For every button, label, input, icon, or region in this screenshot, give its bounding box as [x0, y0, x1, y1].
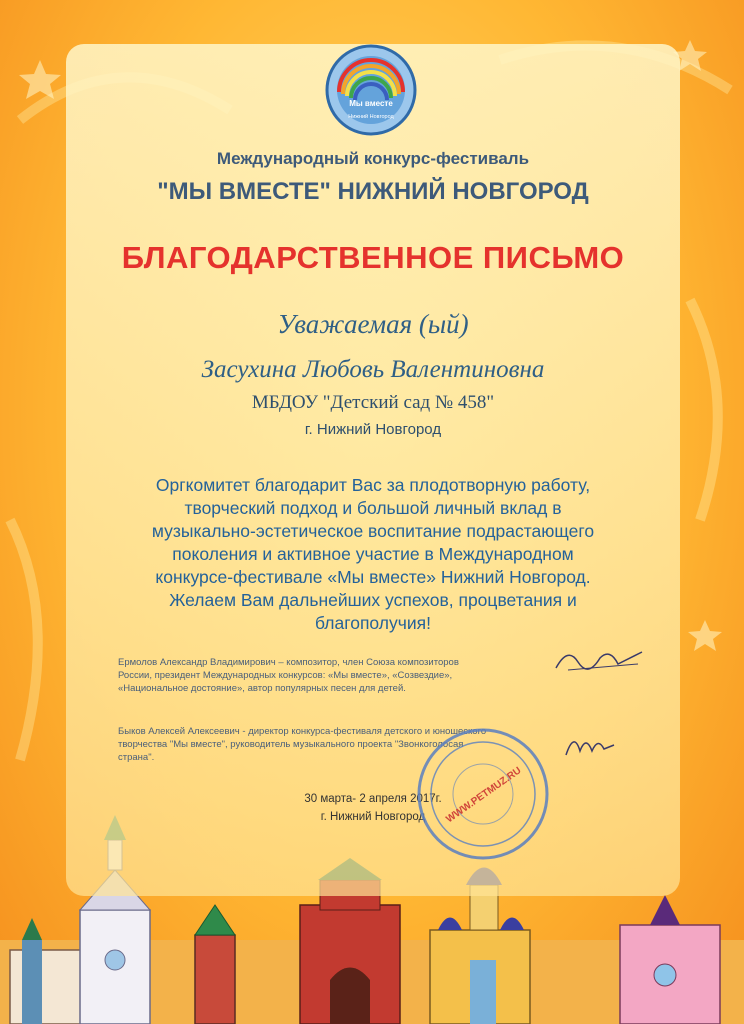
signer-line: творчества "Мы вместе", руководитель музыкального проекта "Звонкоголосая [118, 739, 464, 750]
message-line: конкурсе-фестивале «Мы вместе» Нижний Новгород. [155, 567, 591, 587]
contest-title: Международный конкурс-фестиваль [216, 149, 530, 168]
recipient-name: Засухина Любовь Валентиновна [201, 356, 545, 383]
logo-text-top: Мы вместе [349, 99, 393, 108]
document-title: БЛАГОДАРСТВЕННОЕ ПИСЬМО [121, 240, 625, 275]
salutation: Уважаемая (ый) [277, 309, 469, 339]
signature-1 [548, 640, 648, 680]
message-line: поколения и активное участие в Международном [172, 544, 574, 564]
message-line: благополучия! [315, 613, 431, 633]
signer-info [118, 656, 518, 695]
signer-line: Ермолов Александр Владимирович – композитор, член Союза композиторов [118, 657, 459, 668]
message-line: музыкально-эстетическое воспитание подрастающего [151, 521, 595, 541]
signature-2 [560, 725, 620, 765]
signer-line: Быков Алексей Алексеевич - директор конкурса-фестиваля детского и юношеского [118, 726, 487, 737]
festival-logo [321, 38, 421, 138]
signer-line: России, президент Международных конкурсов: «Мы вместе», «Созвездие», [118, 670, 453, 681]
star-icon [688, 620, 722, 651]
event-city: г. Нижний Новгород [320, 811, 426, 823]
contest-name: "МЫ ВМЕСТЕ" НИЖНИЙ НОВГОРОД [157, 178, 589, 205]
signer-line: «Национальное достояние», автор популярных песен для детей. [118, 683, 406, 694]
message-line: Оргкомитет благодарит Вас за плодотворную работу, [155, 475, 591, 495]
recipient-city: г. Нижний Новгород [304, 421, 442, 438]
stamp-url: WWW.PETMUZ.RU [444, 765, 524, 826]
content-panel [66, 44, 680, 896]
signer-line: страна". [118, 752, 155, 763]
organization-stamp [413, 724, 553, 864]
message-line: творческий подход и большой личный вклад в [184, 498, 562, 518]
recipient-organization: МБДОУ "Детский сад № 458" [251, 392, 495, 413]
logo-text-bottom: Нижний Новгород [348, 114, 394, 120]
event-date: 30 марта- 2 апреля 2017г. [304, 793, 442, 805]
message-line: Желаем Вам дальнейших успехов, процветания и [169, 590, 577, 610]
message-body [66, 474, 680, 635]
